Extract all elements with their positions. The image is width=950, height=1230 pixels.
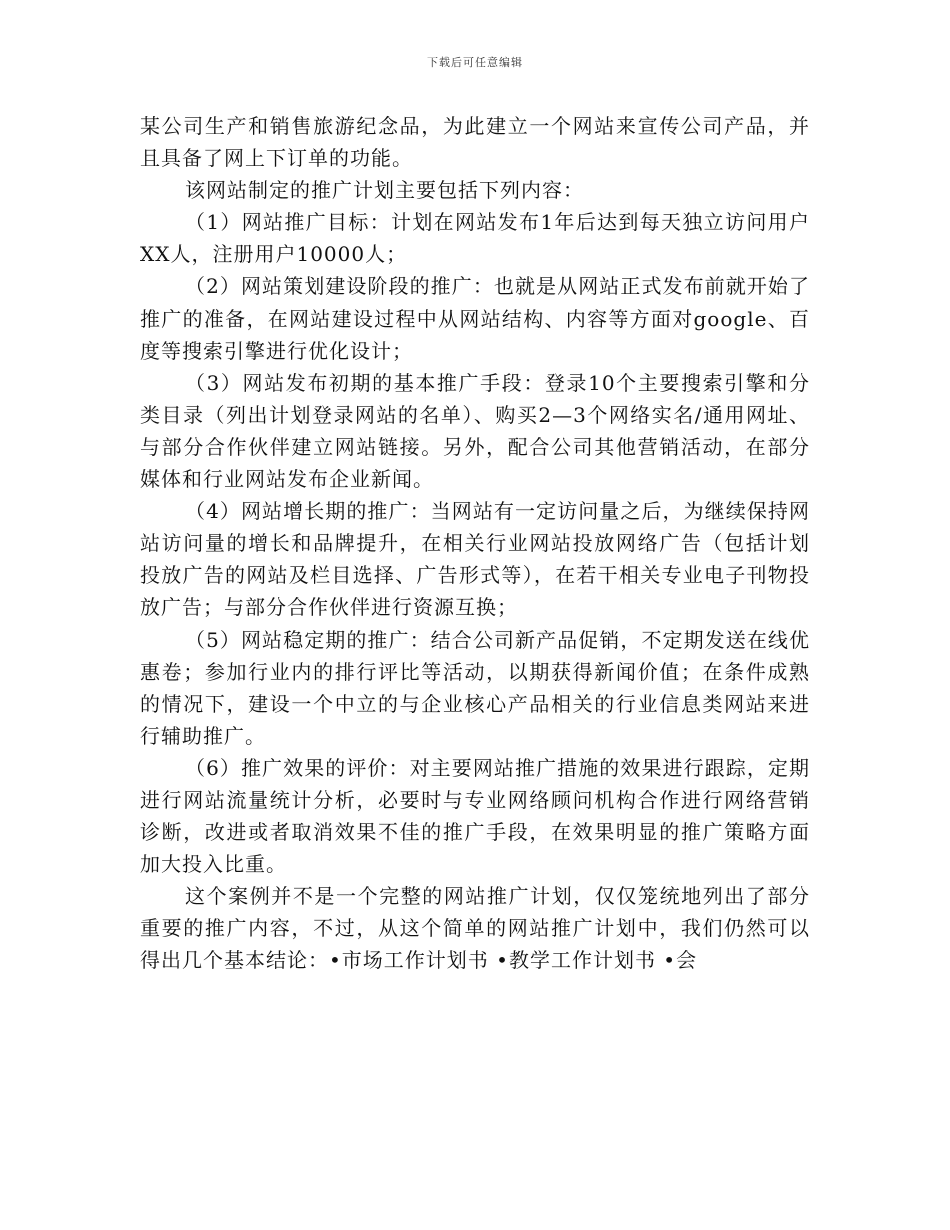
paragraph-item-3: （3）网站发布初期的基本推广手段：登录10个主要搜索引擎和分类目录（列出计划登录网站的名单）、购买2—3个网络实名/通用网址、与部分合作伙伴建立网站链接。另外，配合公司其他营销活动，在部分媒体和行业网站发布企业新闻。: [140, 370, 810, 492]
paragraph-intro: 某公司生产和销售旅游纪念品，为此建立一个网站来宣传公司产品，并且具备了网上下订单的功能。: [140, 114, 810, 171]
document-body: [140, 110, 810, 977]
paragraph-item-1: （1）网站推广目标：计划在网站发布1年后达到每天独立访问用户XX人，注册用户10000人；: [140, 210, 810, 267]
paragraph-item-6: （6）推广效果的评价：对主要网站推广措施的效果进行跟踪，定期进行网站流量统计分析，必要时与专业网络顾问机构合作进行网络营销诊断，改进或者取消效果不佳的推广手段，在效果明显的推广策略方面加大投入比重。: [140, 755, 810, 877]
paragraph-item-5: （5）网站稳定期的推广：结合公司新产品促销，不定期发送在线优惠卷；参加行业内的排行评比等活动，以期获得新闻价值；在条件成熟的情况下，建设一个中立的与企业核心产品相关的行业信息类网站来进行辅助推广。: [140, 627, 810, 748]
paragraph-plan-intro: 该网站制定的推广计划主要包括下列内容：: [185, 178, 584, 203]
paragraph-conclusion: 这个案例并不是一个完整的网站推广计划，仅仅笼统地列出了部分重要的推广内容，不过，从这个简单的网站推广计划中，我们仍然可以得出几个基本结论：•市场工作计划书 •教学工作计划书 •会: [140, 884, 810, 973]
paragraph-item-4: （4）网站增长期的推广：当网站有一定访问量之后，为继续保持网站访问量的增长和品牌提升，在相关行业网站投放网络广告（包括计划投放广告的网站及栏目选择、广告形式等），在若干相关专业电子刊物投放广告；与部分合作伙伴进行资源互换；: [140, 499, 810, 620]
page-header: 下载后可任意编辑: [427, 56, 523, 69]
paragraph-item-2: （2）网站策划建设阶段的推广：也就是从网站正式发布前就开始了推广的准备，在网站建设过程中从网站结构、内容等方面对google、百度等搜索引擎进行优化设计；: [140, 274, 810, 363]
